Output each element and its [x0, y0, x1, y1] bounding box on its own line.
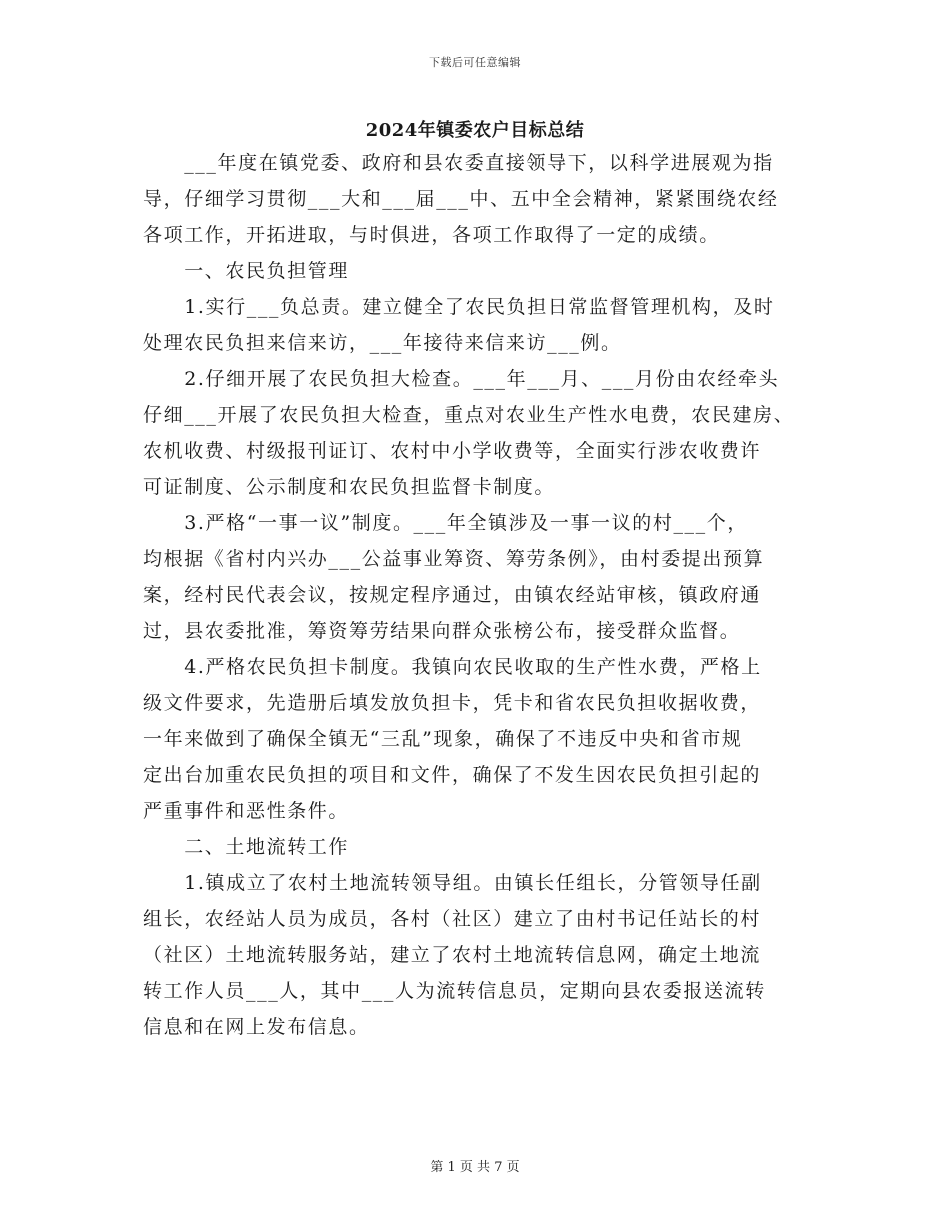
- header-note: 下载后可任意编辑: [429, 56, 521, 69]
- body-line: （社区）土地流转服务站，建立了农村土地流转信息网，确定土地流: [143, 944, 762, 966]
- body-line: 案，经村民代表会议，按规定程序通过，由镇农经站审核，镇政府通: [143, 584, 762, 606]
- body-line: 转工作人员___人，其中___人为流转信息员，定期向县农委报送流转: [143, 980, 766, 1002]
- body-line: 4.严格农民负担卡制度。我镇向农民收取的生产性水费，严格上: [143, 656, 762, 678]
- body-line: 信息和在网上发布信息。: [143, 1016, 370, 1038]
- body-line: 定出台加重农民负担的项目和文件，确保了不发生因农民负担引起的: [143, 764, 762, 786]
- body-line: 各项工作，开拓进取，与时俱进，各项工作取得了一定的成绩。: [143, 224, 720, 246]
- body-line: 均根据《省村内兴办___公益事业筹资、筹劳条例》，由村委提出预算: [143, 548, 765, 570]
- body-line: 处理农民负担来信来访，___年接待来信来访___例。: [143, 332, 622, 354]
- body-line: 农机收费、村级报刊证订、农村中小学收费等，全面实行涉农收费许: [143, 440, 762, 462]
- body-line: 3.严格“一事一议”制度。___年全镇涉及一事一议的村___个，: [143, 512, 748, 534]
- body-line: 1.实行___负总责。建立健全了农民负担日常监督管理机构，及时: [143, 296, 775, 318]
- document-title: 2024年镇委农户目标总结: [365, 120, 585, 141]
- page-number: 第 1 页 共 7 页: [430, 1160, 520, 1175]
- body-line: 仔细___开展了农民负担大检查，重点对农业生产性水电费，农民建房、: [143, 404, 795, 426]
- body-line: 1.镇成立了农村土地流转领导组。由镇长任组长，分管领导任副: [143, 872, 762, 894]
- body-line: 导，仔细学习贯彻___大和___届___中、五中全会精神，紧紧围绕农经: [143, 188, 779, 210]
- section-heading: 二、土地流转工作: [143, 836, 350, 858]
- body-line: 组长，农经站人员为成员，各村（社区）建立了由村书记任站长的村: [143, 908, 762, 930]
- body-line: 过，县农委批准，筹资筹劳结果向群众张榜公布，接受群众监督。: [143, 620, 741, 642]
- body-line: 一年来做到了确保全镇无“三乱”现象，确保了不违反中央和省市规: [143, 728, 743, 750]
- document-body: [143, 145, 815, 1045]
- body-line: 严重事件和恶性条件。: [143, 800, 350, 822]
- body-line: 级文件要求，先造册后填发放负担卡，凭卡和省农民负担收据收费，: [143, 692, 762, 714]
- body-line: ___年度在镇党委、政府和县农委直接领导下，以科学进展观为指: [143, 152, 774, 174]
- body-line: 可证制度、公示制度和农民负担监督卡制度。: [143, 476, 556, 498]
- body-line: 2.仔细开展了农民负担大检查。___年___月、___月份由农经牵头: [143, 368, 780, 390]
- section-heading: 一、农民负担管理: [143, 260, 350, 282]
